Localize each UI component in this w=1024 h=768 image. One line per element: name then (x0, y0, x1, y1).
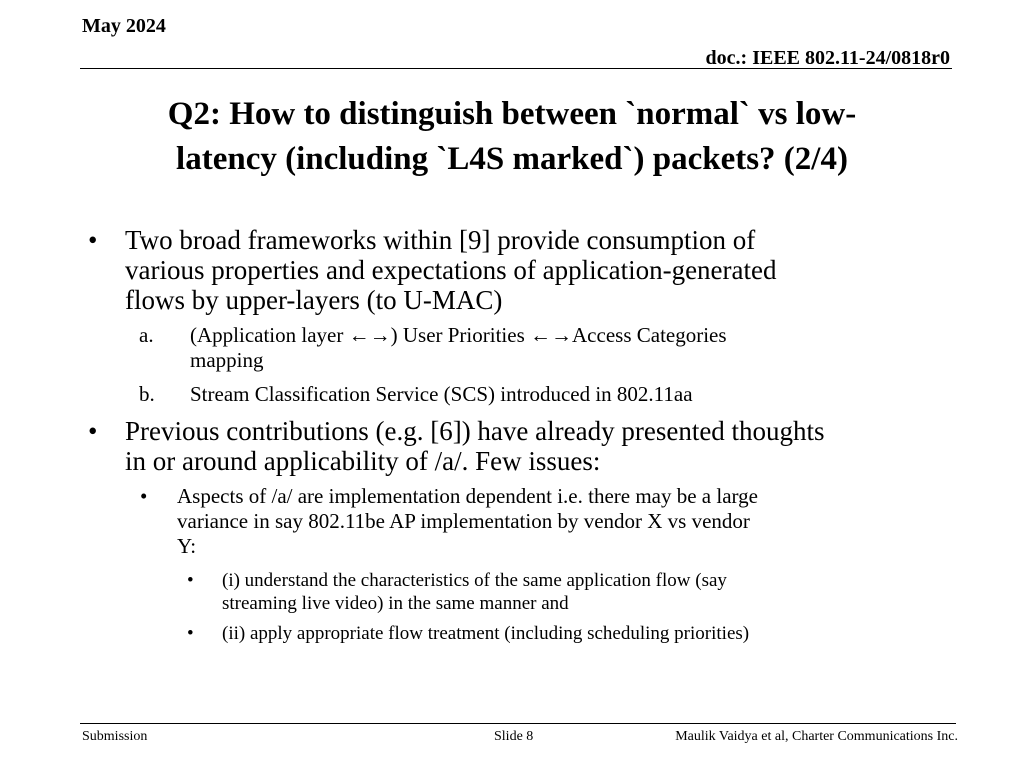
sub-bullet-line-3: Y: (177, 534, 197, 558)
sub-bullet-text (177, 484, 947, 559)
sub-a-part-3: Access Categories (572, 323, 727, 347)
bullet-1-line-1: Two broad frameworks within [9] provide consumption of (125, 225, 756, 255)
sub-bullet-marker: • (140, 484, 148, 508)
sub-a-marker: a. (139, 323, 154, 347)
sub-sub-i-marker: • (187, 570, 194, 591)
sub-a-line-2: mapping (190, 348, 264, 372)
footer-authors: Maulik Vaidya et al, Charter Communications Inc. (675, 729, 958, 744)
sub-sub-ii-marker: • (187, 623, 194, 644)
bullet-2-line-2: in or around applicability of /a/. Few issues: (125, 446, 601, 476)
header-doc-id: doc.: IEEE 802.11-24/0818r0 (705, 47, 950, 69)
header-divider (80, 68, 952, 69)
footer-divider (80, 723, 956, 724)
bullet-2-marker: • (88, 416, 98, 446)
sub-b-marker: b. (139, 382, 155, 406)
sub-sub-i-text (222, 569, 942, 615)
bullet-1-marker: • (88, 225, 98, 255)
sub-b-text: Stream Classification Service (SCS) introduced in 802.11aa (190, 382, 693, 406)
title-line-1: Q2: How to distinguish between `normal` vs low- (167, 96, 857, 132)
sub-sub-ii-text: (ii) apply appropriate flow treatment (including scheduling priorities) (222, 623, 750, 644)
slide-title (60, 92, 964, 182)
sub-a-text (190, 323, 950, 373)
bullet-1-line-2: various properties and expectations of application-generated (125, 255, 777, 285)
sub-sub-i-line-1: (i) understand the characteristics of the same application flow (say (222, 570, 727, 591)
footer-submission: Submission (82, 729, 148, 744)
bidirectional-arrow-icon: ←→ (530, 323, 573, 347)
sub-a-part-2: ) User Priorities (390, 323, 531, 347)
sub-bullet-line-1: Aspects of /a/ are implementation dependent i.e. there may be a large (177, 484, 758, 508)
sub-sub-i-line-2: streaming live video) in the same manner and (222, 593, 569, 614)
bullet-1-text (125, 225, 965, 315)
sub-a-part-1: (Application layer (190, 323, 349, 347)
bidirectional-arrow-icon: ←→ (348, 323, 391, 347)
bullet-2-line-1: Previous contributions (e.g. [6]) have already presented thoughts (125, 416, 825, 446)
header-date: May 2024 (82, 15, 166, 37)
title-line-2: latency (including `L4S marked`) packets? (2/4) (176, 141, 848, 177)
bullet-1-line-3: flows by upper-layers (to U-MAC) (125, 285, 503, 315)
sub-bullet-line-2: variance in say 802.11be AP implementation by vendor X vs vendor (177, 509, 750, 533)
sub-a-line-1 (190, 323, 950, 348)
bullet-2-text (125, 416, 985, 476)
footer-slide-number: Slide 8 (494, 729, 534, 744)
